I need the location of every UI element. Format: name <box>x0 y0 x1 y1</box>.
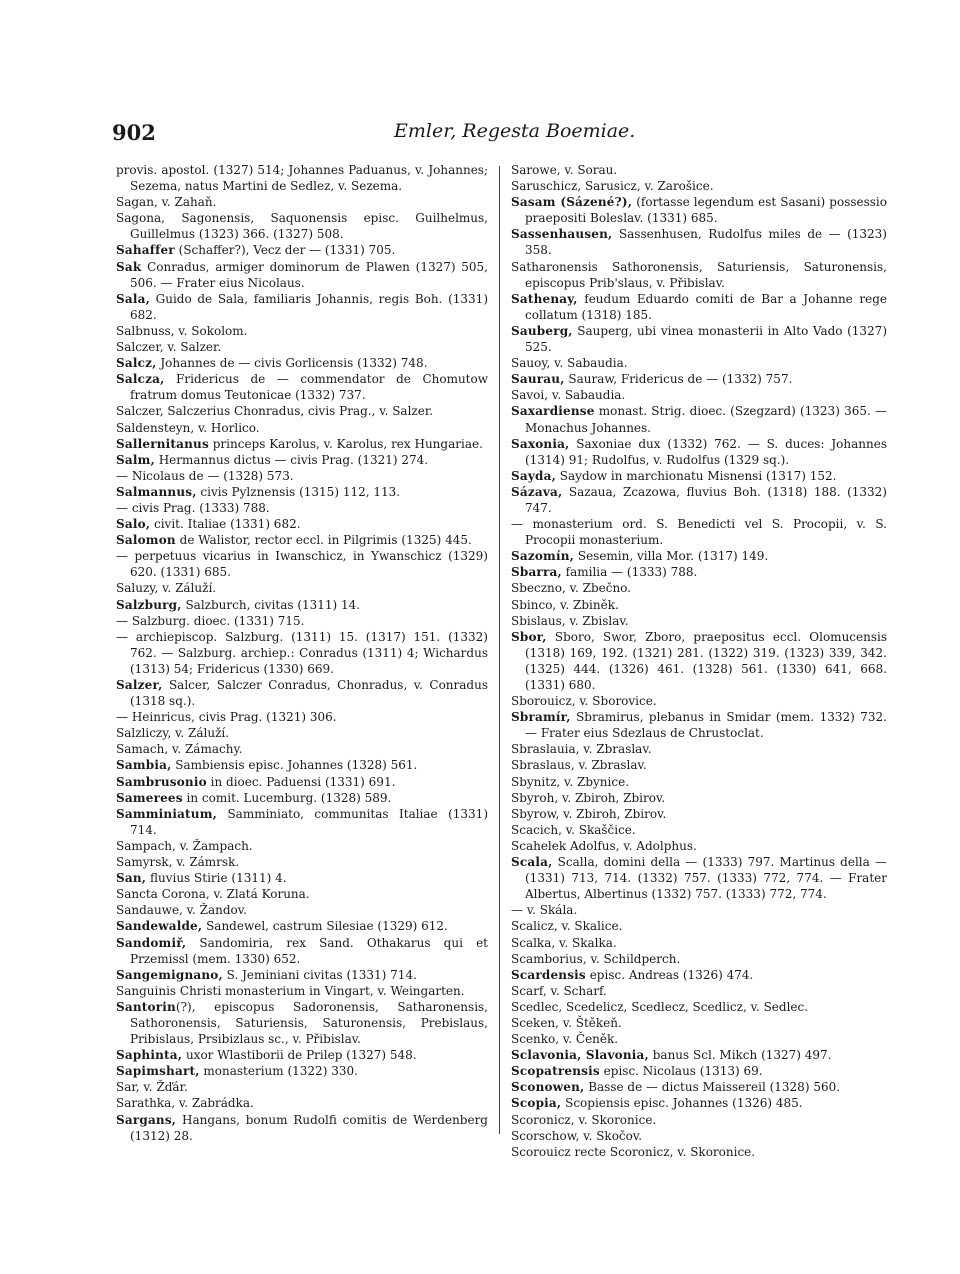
index-entry <box>511 371 887 387</box>
entry-headword: Samminiatum, <box>116 806 217 821</box>
entry-headword: Sbor, <box>511 629 547 644</box>
entry-text: (Schaffer?), Vecz der — (1331) 705. <box>174 243 396 258</box>
index-entry <box>116 613 488 629</box>
entry-text: Fridericus de — commendator de Chomutow fratrum domus Teutonicae (1332) 737. <box>130 372 488 403</box>
entry-text: Satharonensis Sathoronensis, Saturiensis, Saturonensis, episcopus Prib'slaus, v. Přibislav. <box>511 259 887 290</box>
entry-headword: Scopatrensis <box>511 1064 600 1079</box>
index-entry <box>511 967 887 983</box>
entry-text: civis Pylznensis (1315) 112, 113. <box>196 484 401 499</box>
index-entry <box>511 918 887 934</box>
index-entry <box>511 806 887 822</box>
entry-text: Saydow in marchionatu Misnensi (1317) 152. <box>555 468 837 483</box>
index-entry <box>116 1095 488 1111</box>
right-column <box>511 162 887 1160</box>
entry-text: Sbyrow, v. Zbiroh, Zbirov. <box>511 806 667 821</box>
index-entry <box>116 1079 488 1095</box>
entry-text: Scamborius, v. Schildperch. <box>511 951 681 966</box>
entry-text: Sassenhusen, Rudolfus miles de — (1323) 358. <box>525 227 887 258</box>
entry-text: uxor Wlastiborii de Prilep (1327) 548. <box>182 1048 417 1063</box>
entry-text: (?), episcopus Sadoronensis, Satharonensis, Sathoronensis, Saturiensis, Saturonensis, Prebislaus, Pribislaus, Prsibizlaus sc., v. Přibislav. <box>130 999 488 1047</box>
index-entry <box>116 790 488 806</box>
index-entry <box>116 967 488 983</box>
index-entry <box>116 371 488 403</box>
index-entry <box>511 902 887 918</box>
entry-headword: Salzer, <box>116 678 163 692</box>
index-entry <box>511 436 887 468</box>
entry-text: Sar, v. Žďár. <box>116 1080 188 1095</box>
entry-headword: Sauberg, <box>511 323 573 338</box>
entry-headword: Scardensis <box>511 967 586 982</box>
index-entry <box>511 757 887 773</box>
entry-text: in dioec. Paduensi (1331) 691. <box>206 774 396 789</box>
index-entry <box>511 983 887 999</box>
index-entry <box>116 162 488 194</box>
entry-text: Scorschow, v. Skočov. <box>511 1128 643 1143</box>
entry-headword: Sconowen, <box>511 1080 585 1095</box>
entry-text: Sbeczno, v. Zbečno. <box>511 581 632 596</box>
index-entry <box>511 355 887 371</box>
entry-text: monasterium (1322) 330. <box>199 1064 358 1079</box>
entry-text: Scorouicz recte Scoronicz, v. Skoronice. <box>511 1144 756 1159</box>
entry-text: — monasterium ord. S. Benedicti vel S. Procopii, v. S. Procopii monasterium. <box>511 517 887 548</box>
entry-headword: Salm, <box>116 452 155 467</box>
entry-text: Sagona, Sagonensis, Saquonensis episc. Guilhelmus, Guillelmus (1323) 366. (1327) 508. <box>116 211 488 242</box>
entry-text: Scenko, v. Čeněk. <box>511 1032 619 1047</box>
entry-headword: Sazomín, <box>511 549 575 564</box>
index-entry <box>116 323 488 339</box>
entry-headword: Saurau, <box>511 372 565 387</box>
index-entry <box>511 387 887 403</box>
entry-text: Basse de — dictus Maissereil (1328) 560. <box>584 1080 841 1095</box>
entry-text: episc. Nicolaus (1313) 69. <box>599 1064 763 1079</box>
entry-headword: Sandomiř, <box>116 935 187 950</box>
index-entry <box>511 999 887 1015</box>
index-entry <box>116 436 488 452</box>
entry-text: Sborouicz, v. Sborovice. <box>511 694 657 709</box>
entry-text: Scopiensis episc. Johannes (1326) 485. <box>561 1096 803 1111</box>
entry-text: — v. Skála. <box>511 903 578 918</box>
entry-headword: Sambia, <box>116 758 172 773</box>
index-entry <box>511 1128 887 1144</box>
index-entry <box>116 806 488 838</box>
index-entry <box>116 516 488 532</box>
index-entry <box>511 1079 887 1095</box>
entry-text: princeps Karolus, v. Karolus, rex Hungariae. <box>208 436 483 451</box>
entry-text: Scoronicz, v. Skoronice. <box>511 1112 657 1127</box>
index-entry <box>511 403 887 435</box>
entry-headword: Sambrusonio <box>116 774 207 789</box>
entry-text: Saluzy, v. Záluží. <box>116 581 217 596</box>
entry-text: Sagan, v. Zahaň. <box>116 195 217 210</box>
entry-text: — archiepiscop. Salzburg. (1311) 15. (1317) 151. (1332) 762. — Salzburg. archiep.: Conradus (1311) 4; Wichardus (1313) 54; Fridericus (1330) 669. <box>116 629 488 676</box>
index-entry <box>511 1063 887 1079</box>
column-divider <box>499 166 500 1134</box>
entry-text: Scarf, v. Scharf. <box>511 983 607 998</box>
entry-headword: Sayda, <box>511 468 556 483</box>
index-entry <box>116 1047 488 1063</box>
index-entry <box>511 1031 887 1047</box>
entry-headword: Sclavonia, Slavonia, <box>511 1048 649 1063</box>
entry-headword: Salcz, <box>116 356 157 371</box>
entry-text: Sauraw, Fridericus de — (1332) 757. <box>564 372 793 387</box>
entry-text: provis. apostol. (1327) 514; Johannes Paduanus, v. Johannes; Sezema, natus Martini de Sedlez, v. Sezema. <box>116 163 488 194</box>
index-entry <box>511 613 887 629</box>
entry-headword: Saxonia, <box>511 436 570 451</box>
index-entry <box>116 838 488 854</box>
entry-text: Samach, v. Zámachy. <box>116 742 243 757</box>
entry-text: Sbraslauia, v. Zbraslav. <box>511 742 652 757</box>
entry-text: Samyrsk, v. Zámrsk. <box>116 855 240 870</box>
entry-text: Scalla, domini della — (1333) 797. Martinus della — (1331) 713, 714. (1332) 757. (1333) 772, 774. — Frater Albertus, Albertinus (1332) 757. (1333) 772, 774. <box>525 855 887 902</box>
entry-headword: Sapimshart, <box>116 1064 200 1079</box>
index-entry <box>116 677 488 709</box>
entry-headword: Sallernitanus <box>116 436 209 451</box>
entry-text: Sandewel, castrum Silesiae (1329) 612. <box>202 919 448 934</box>
entry-text: Sbyroh, v. Zbiroh, Zbirov. <box>511 790 666 805</box>
entry-text: Salzburch, civitas (1311) 14. <box>181 597 361 612</box>
index-entry <box>511 564 887 580</box>
index-entry <box>511 162 887 178</box>
entry-text: Scacich, v. Skaščice. <box>511 822 636 837</box>
entry-headword: Sassenhausen, <box>511 227 613 242</box>
entry-text: (fortasse legendum est Sasani) possessio praepositi Boleslav. (1331) 685. <box>525 195 887 226</box>
entry-headword: Salo, <box>116 517 151 532</box>
index-entry <box>116 403 488 419</box>
index-entry <box>116 886 488 902</box>
index-entry <box>511 1112 887 1128</box>
entry-headword: Sargans, <box>116 1112 177 1127</box>
index-entry <box>116 355 488 371</box>
index-entry <box>116 999 488 1047</box>
entry-text: Saxoniae dux (1332) 762. — S. duces: Johannes (1314) 91; Rudolfus, v. Rudolfus (1329 sq.). <box>525 436 887 467</box>
index-entry <box>116 420 488 436</box>
index-entry <box>511 1015 887 1031</box>
left-column <box>116 162 488 1144</box>
index-entry <box>116 597 488 613</box>
index-entry <box>511 178 887 194</box>
entry-text: Sandauwe, v. Žandov. <box>116 903 247 918</box>
index-entry <box>116 1063 488 1079</box>
entry-headword: Sandewalde, <box>116 919 203 934</box>
entry-text: Scalka, v. Skalka. <box>511 935 617 950</box>
entry-text: — Heinricus, civis Prag. (1321) 306. <box>116 710 337 725</box>
entry-headword: Sak <box>116 259 142 274</box>
index-entry <box>116 339 488 355</box>
index-entry <box>116 242 488 258</box>
entry-text: civit. Italiae (1331) 682. <box>150 517 301 532</box>
entry-text: Sanguinis Christi monasterium in Vingart, v. Weingarten. <box>116 983 465 998</box>
entry-text: — civis Prag. (1333) 788. <box>116 500 270 515</box>
entry-text: Sbramirus, plebanus in Smidar (mem. 1332) 732. — Frater eius Sdezlaus de Chrustoclat. <box>525 710 887 741</box>
page-number: 902 <box>112 120 156 145</box>
index-entry <box>116 259 488 291</box>
index-entry <box>511 548 887 564</box>
entry-text: Saruschicz, Sarusicz, v. Zarošice. <box>511 179 714 194</box>
index-entry <box>116 500 488 516</box>
index-entry <box>116 580 488 596</box>
index-entry <box>511 1047 887 1063</box>
entry-text: Salcer, Salczer Conradus, Chonradus, v. Conradus (1318 sq.). <box>130 678 488 709</box>
index-entry <box>511 709 887 741</box>
entry-headword: Sangemignano, <box>116 967 223 982</box>
index-entry <box>511 597 887 613</box>
index-entry <box>116 484 488 500</box>
entry-text: Savoi, v. Sabaudia. <box>511 388 626 403</box>
entry-text: Sarathka, v. Zabrádka. <box>116 1096 254 1111</box>
entry-headword: Sala, <box>116 291 150 306</box>
entry-text: Sauperg, ubi vinea monasterii in Alto Vado (1327) 525. <box>525 323 887 355</box>
index-entry <box>511 790 887 806</box>
entry-headword: Santorin <box>116 999 176 1014</box>
entry-headword: San, <box>116 871 147 886</box>
entry-text: Sancta Corona, v. Zlatá Koruna. <box>116 887 310 902</box>
entry-text: — perpetuus vicarius in Iwanschicz, in Ywanschicz (1329) 620. (1331) 685. <box>116 549 488 580</box>
entry-headword: Scopia, <box>511 1096 562 1111</box>
index-entry <box>511 935 887 951</box>
index-entry <box>116 725 488 741</box>
entry-headword: Salzburg, <box>116 597 182 612</box>
index-entry <box>116 709 488 725</box>
index-entry <box>116 468 488 484</box>
entry-headword: Salomon <box>116 533 176 548</box>
entry-text: Sarowe, v. Sorau. <box>511 163 618 177</box>
entry-text: Sazaua, Zcazowa, fluvius Boh. (1318) 188. (1332) 747. <box>525 484 887 515</box>
index-entry <box>116 854 488 870</box>
index-entry <box>116 983 488 999</box>
entry-text: Sandomiria, rex Sand. Othakarus qui et Przemissl (mem. 1330) 652. <box>130 935 488 966</box>
entry-headword: Sbramír, <box>511 710 571 725</box>
entry-text: banus Scl. Mikch (1327) 497. <box>648 1048 832 1063</box>
entry-text: Salzliczy, v. Záluží. <box>116 726 230 741</box>
index-entry <box>116 291 488 323</box>
entry-headword: Scala, <box>511 855 553 870</box>
index-entry <box>116 548 488 580</box>
entry-text: familia — (1333) 788. <box>561 565 698 580</box>
entry-headword: Sbarra, <box>511 565 562 580</box>
entry-text: Guido de Sala, familiaris Johannis, regis Boh. (1331) 682. <box>130 291 488 322</box>
entry-text: Hangans, bonum Rudolfi comitis de Werdenberg (1312) 28. <box>130 1112 488 1143</box>
index-entry <box>116 629 488 677</box>
entry-text: Sceken, v. Štěkeň. <box>511 1015 622 1030</box>
index-entry <box>116 210 488 242</box>
index-entry <box>116 532 488 548</box>
entry-text: Sbraslaus, v. Zbraslav. <box>511 758 647 773</box>
entry-headword: Sathenay, <box>511 291 578 306</box>
index-entry <box>116 870 488 886</box>
entry-headword: Salmannus, <box>116 484 197 499</box>
index-entry <box>511 226 887 258</box>
index-entry <box>511 580 887 596</box>
index-entry <box>511 468 887 484</box>
entry-text: Johannes de — civis Gorlicensis (1332) 748. <box>156 356 428 371</box>
entry-text: Salbnuss, v. Sokolom. <box>116 323 248 338</box>
entry-headword: Samerees <box>116 790 183 805</box>
index-entry <box>116 194 488 210</box>
index-entry <box>511 1144 887 1160</box>
index-entry <box>511 1095 887 1111</box>
entry-text: Sbynitz, v. Zbynice. <box>511 774 630 789</box>
index-entry <box>511 854 887 902</box>
entry-text: — Salzburg. dioec. (1331) 715. <box>116 613 305 628</box>
index-entry <box>116 1112 488 1144</box>
index-entry <box>511 774 887 790</box>
entry-text: de Walistor, rector eccl. in Pilgrimis (1325) 445. <box>175 533 472 548</box>
index-entry <box>116 902 488 918</box>
entry-text: in comit. Lucemburg. (1328) 589. <box>182 790 392 805</box>
entry-text: Sboro, Swor, Zboro, praepositus eccl. Olomucensis (1318) 169, 192. (1321) 281. (1322) 319. (1323) 339, 342. (1325) 444. (1326) 461. (1328) 561. (1330) 641, 668. (1331) 680. <box>525 629 887 692</box>
index-entry <box>511 822 887 838</box>
entry-text: Salczer, Salczerius Chonradus, civis Prag., v. Salzer. <box>116 404 434 419</box>
entry-text: Saldensteyn, v. Horlico. <box>116 420 260 435</box>
index-entry <box>116 757 488 773</box>
index-entry <box>511 194 887 226</box>
entry-text: — Nicolaus de — (1328) 573. <box>116 468 294 483</box>
index-entry <box>116 918 488 934</box>
index-entry <box>511 741 887 757</box>
entry-headword: Saphinta, <box>116 1048 183 1063</box>
index-entry <box>116 774 488 790</box>
index-entry <box>511 516 887 548</box>
entry-headword: Sázava, <box>511 484 563 499</box>
entry-headword: Salcza, <box>116 372 165 387</box>
entry-text: Scahelek Adolfus, v. Adolphus. <box>511 838 697 853</box>
index-entry <box>511 291 887 323</box>
entry-text: Salczer, v. Salzer. <box>116 340 222 355</box>
entry-text: episc. Andreas (1326) 474. <box>585 967 754 982</box>
index-entry <box>511 693 887 709</box>
entry-text: S. Jeminiani civitas (1331) 714. <box>222 967 417 982</box>
running-title: Emler, Regesta Boemiae. <box>394 120 636 142</box>
entry-text: feudum Eduardo comiti de Bar a Johanne rege collatum (1318) 185. <box>525 291 887 322</box>
entry-text: Scedlec, Scedelicz, Scedlecz, Scedlicz, v. Sedlec. <box>511 999 809 1014</box>
entry-text: Sbinco, v. Zbiněk. <box>511 597 619 612</box>
entry-text: monast. Strig. dioec. (Szegzard) (1323) 365. — Monachus Johannes. <box>525 404 887 435</box>
entry-headword: Saxardiense <box>511 404 595 419</box>
entry-text: Sesemin, villa Mor. (1317) 149. <box>574 549 769 564</box>
entry-headword: Sasam (Sázené?), <box>511 195 633 210</box>
entry-text: Conradus, armiger dominorum de Plawen (1327) 505, 506. — Frater eius Nicolaus. <box>130 259 488 290</box>
index-entry <box>511 629 887 693</box>
index-entry <box>116 935 488 967</box>
entry-text: Sauoy, v. Sabaudia. <box>511 356 628 371</box>
index-entry <box>116 741 488 757</box>
index-entry <box>511 951 887 967</box>
index-entry <box>511 838 887 854</box>
entry-headword: Sahaffer <box>116 243 175 258</box>
index-entry <box>511 259 887 291</box>
index-entry <box>511 323 887 355</box>
entry-text: Sambiensis episc. Johannes (1328) 561. <box>171 758 418 773</box>
entry-text: fluvius Stirie (1311) 4. <box>146 871 287 886</box>
entry-text: Hermannus dictus — civis Prag. (1321) 274. <box>154 452 429 467</box>
entry-text: Scalicz, v. Skalice. <box>511 919 623 934</box>
entry-text: Samminiato, communitas Italiae (1331) 714. <box>130 806 488 837</box>
entry-text: Sbislaus, v. Zbislav. <box>511 613 629 628</box>
index-entry <box>116 452 488 468</box>
entry-text: Sampach, v. Žampach. <box>116 838 253 853</box>
index-entry <box>511 484 887 516</box>
